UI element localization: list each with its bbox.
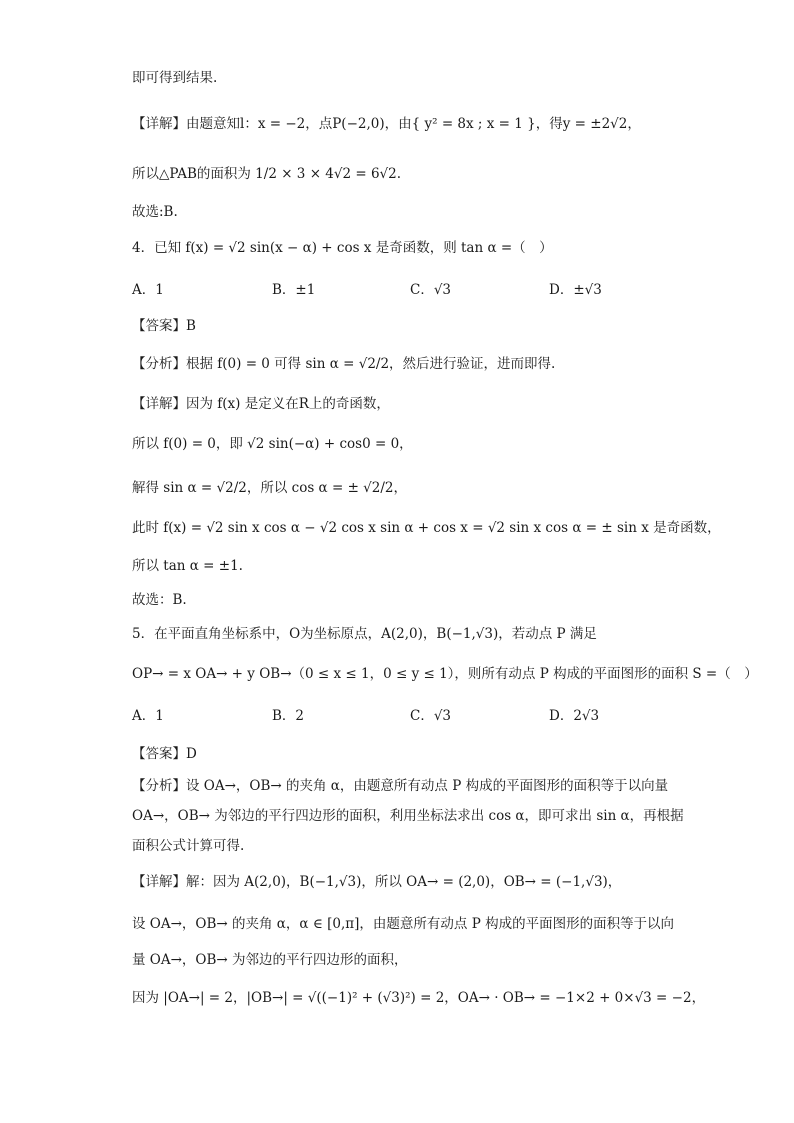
text-line: 故选：B. (132, 592, 187, 608)
text-line: 即可得到结果. (132, 70, 218, 86)
text-line: 【详解】由题意知l：x = −2，点P(−2,0)，由{ y² = 8x ; x = 1 }，得y = ±2√2， (132, 116, 641, 132)
q4-option-c: C．√3 (410, 282, 452, 298)
text-line: 解得 sin α = √2/2，所以 cos α = ± √2/2， (132, 480, 408, 496)
q5-option-c: C．√3 (410, 708, 452, 724)
text-line: 所以 f(0) = 0，即 √2 sin(−α) + cos0 = 0， (132, 436, 413, 452)
question-5-stem: 5．在平面直角坐标系中，O为坐标原点，A(2,0)，B(−1,√3)，若动点 P 满足 (132, 626, 597, 642)
q5-option-d: D．2√3 (549, 708, 600, 724)
q5-option-a: A．1 (132, 708, 164, 724)
text-line: 量 OA→，OB→ 为邻边的平行四边形的面积， (132, 952, 408, 968)
q4-option-b: B．±1 (272, 282, 316, 298)
text-line: 设 OA→，OB→ 的夹角 α，α ∈ [0,π]，由题意所有动点 P 构成的平面图形的面积等于以向 (132, 916, 675, 932)
q4-option-d: D．±√3 (549, 282, 602, 298)
solution-line: 【详解】因为 f(x) 是定义在R上的奇函数， (132, 396, 390, 412)
q5-option-b: B．2 (272, 708, 305, 724)
text-line: 所以 tan α = ±1. (132, 558, 243, 574)
question-5-stem-cont: OP→ = x OA→ + y OB→（0 ≤ x ≤ 1，0 ≤ y ≤ 1），则所有动点 P 构成的平面图形的面积 S =（ ） (132, 666, 758, 682)
text-line: 因为 |OA→| = 2，|OB→| = √((−1)² + (√3)²) = 2，OA→ · OB→ = −1×2 + 0×√3 = −2， (132, 990, 706, 1006)
answer-line: 【答案】B (132, 318, 196, 334)
analysis-line: 【分析】根据 f(0) = 0 可得 sin α = √2/2，然后进行验证，进而即得. (132, 356, 556, 372)
answer-line: 【答案】D (132, 746, 197, 762)
text-line: 面积公式计算可得. (132, 838, 245, 854)
text-line: 此时 f(x) = √2 sin x cos α − √2 cos x sin α + cos x = √2 sin x cos α = ± sin x 是奇函数， (132, 520, 721, 536)
text-line: OA→，OB→ 为邻边的平行四边形的面积，利用坐标法求出 cos α，即可求出 sin α，再根据 (132, 808, 684, 824)
analysis-line: 【分析】设 OA→，OB→ 的夹角 α，由题意所有动点 P 构成的平面图形的面积等于以向量 (132, 778, 669, 794)
text-line: 故选:B. (132, 204, 178, 220)
q4-option-a: A．1 (132, 282, 164, 298)
solution-line: 【详解】解：因为 A(2,0)，B(−1,√3)，所以 OA→ = (2,0)，OB→ = (−1,√3)， (132, 874, 622, 890)
text-line: 所以△PAB的面积为 1/2 × 3 × 4√2 = 6√2. (132, 166, 402, 182)
question-4-stem: 4．已知 f(x) = √2 sin(x − α) + cos x 是奇函数，则 tan α =（ ） (132, 240, 553, 256)
